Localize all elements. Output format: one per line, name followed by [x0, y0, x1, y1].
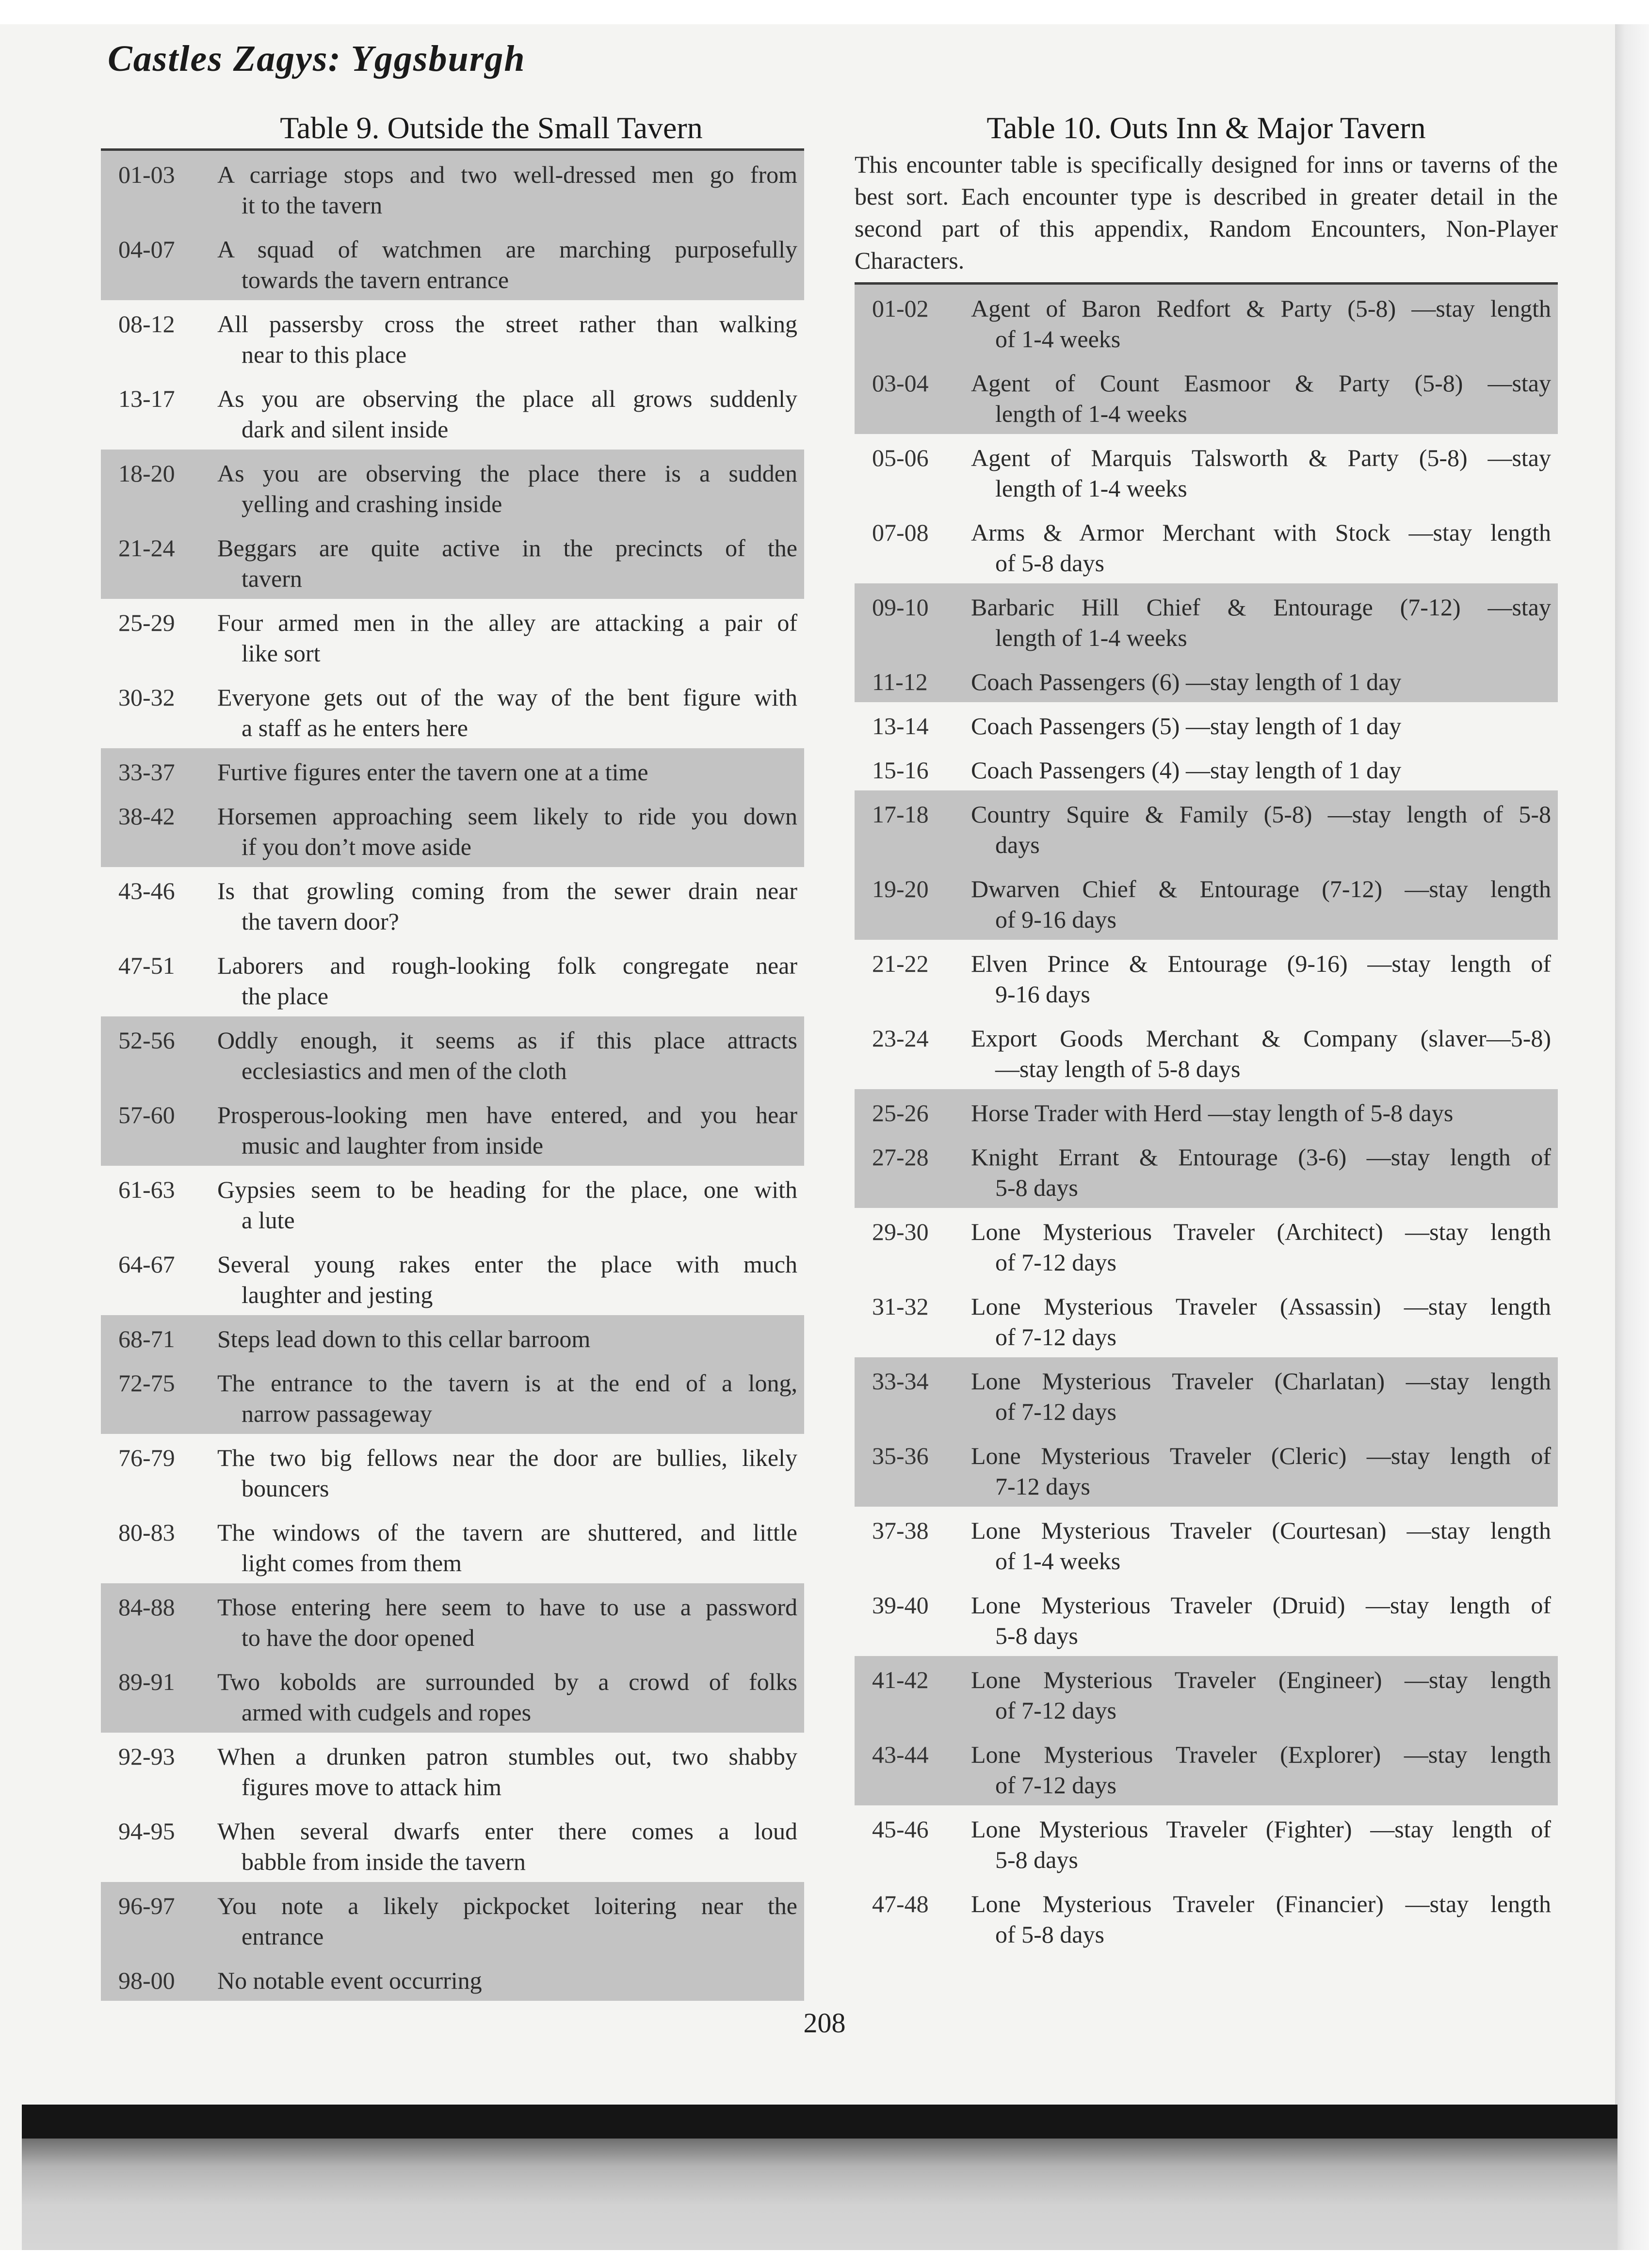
description-continuation: laughter and jesting: [242, 1281, 433, 1308]
encounter-description: [217, 1965, 804, 1996]
encounter-description: [971, 293, 1558, 354]
table-row: [855, 509, 1558, 583]
description-line: No notable event occurring: [217, 1967, 482, 1994]
table-row: [855, 746, 1558, 790]
encounter-description: [971, 443, 1558, 504]
description-continuation: of 7-12 days: [995, 1249, 1116, 1276]
table-row: [101, 599, 804, 674]
roll-range: 76-79: [118, 1444, 175, 1471]
encounter-description: [971, 949, 1558, 1010]
description-line: Lone Mysterious Traveler (Architect) —stay length: [971, 1218, 1551, 1245]
roll-range: 43-46: [118, 877, 175, 904]
description-line: A carriage stops and two well-dressed men go from: [217, 161, 797, 188]
binding-shadow: [22, 2139, 1617, 2250]
encounter-description: [217, 533, 804, 594]
table-row: [101, 300, 804, 375]
roll-range: 33-37: [118, 758, 175, 786]
table-row: [855, 790, 1558, 865]
table-row: [101, 792, 804, 867]
description-continuation: tavern: [242, 565, 302, 592]
roll-range: 15-16: [872, 756, 929, 784]
table-row: [101, 450, 804, 524]
roll-range: 61-63: [118, 1176, 175, 1203]
description-continuation: near to this place: [242, 341, 407, 368]
table-row: [855, 1357, 1558, 1432]
encounter-description: [217, 1443, 804, 1504]
description-line: Steps lead down to this cellar barroom: [217, 1325, 591, 1352]
encounter-description: [971, 1217, 1558, 1278]
encounter-description: [971, 1515, 1558, 1576]
description-continuation: 7-12 days: [995, 1473, 1090, 1500]
roll-range: 25-29: [118, 609, 175, 636]
table-row: [855, 865, 1558, 940]
table-row: [101, 867, 804, 942]
description-line: Lone Mysterious Traveler (Financier) —stay length: [971, 1890, 1551, 1917]
table-row: [101, 674, 804, 748]
description-continuation: of 7-12 days: [995, 1771, 1116, 1799]
description-line: All passersby cross the street rather than walking: [217, 310, 797, 338]
encounter-description: [971, 1814, 1558, 1875]
roll-range: 19-20: [872, 875, 929, 902]
encounter-description: [971, 1739, 1558, 1801]
table-row: [855, 1880, 1558, 1955]
description-continuation: armed with cudgels and ropes: [242, 1699, 532, 1726]
roll-range: 96-97: [118, 1892, 175, 1919]
description-continuation: to have the door opened: [242, 1624, 475, 1651]
description-line: Agent of Baron Redfort & Party (5-8) —stay length: [971, 295, 1551, 322]
description-continuation: towards the tavern entrance: [242, 266, 509, 293]
description-line: Dwarven Chief & Entourage (7-12) —stay length: [971, 875, 1551, 902]
roll-range: 05-06: [872, 444, 929, 471]
roll-range: 37-38: [872, 1517, 929, 1544]
description-line: Lone Mysterious Traveler (Engineer) —stay length: [971, 1666, 1551, 1693]
scan-border-bottom: [0, 2250, 1649, 2268]
description-line: Country Squire & Family (5-8) —stay length of 5-8: [971, 801, 1551, 828]
table-10-title: Table 10. Outs Inn & Major Tavern: [986, 111, 1426, 145]
description-line: A squad of watchmen are marching purposefully: [217, 236, 797, 263]
roll-range: 33-34: [872, 1367, 929, 1395]
description-line: As you are observing the place there is a sudden: [217, 460, 797, 487]
description-line: Lone Mysterious Traveler (Fighter) —stay length of: [971, 1816, 1551, 1843]
description-line: Lone Mysterious Traveler (Charlatan) —stay length: [971, 1367, 1551, 1395]
encounter-description: [217, 1891, 804, 1952]
encounter-description: [217, 682, 804, 743]
description-line: Furtive figures enter the tavern one at a time: [217, 758, 648, 786]
table-row: [101, 1658, 804, 1733]
table-row: [855, 658, 1558, 702]
roll-range: 72-75: [118, 1369, 175, 1397]
encounter-description: [971, 1142, 1558, 1203]
description-line: Horse Trader with Herd —stay length of 5-8 days: [971, 1099, 1454, 1126]
encounter-description: [217, 1816, 804, 1877]
description-line: Elven Prince & Entourage (9-16) —stay length of: [971, 950, 1551, 977]
table-row: [855, 1805, 1558, 1880]
roll-range: 01-03: [118, 161, 175, 188]
roll-range: 35-36: [872, 1442, 929, 1469]
encounter-description: [971, 874, 1558, 935]
description-line: Knight Errant & Entourage (3-6) —stay length of: [971, 1143, 1551, 1171]
roll-range: 29-30: [872, 1218, 929, 1245]
roll-range: 94-95: [118, 1818, 175, 1845]
encounter-description: [217, 950, 804, 1012]
running-header: Castles Zagys: Yggsburgh: [108, 38, 526, 79]
description-continuation: a staff as he enters here: [242, 714, 468, 741]
description-continuation: narrow passageway: [242, 1400, 432, 1427]
table-row: [855, 359, 1558, 434]
description-continuation: of 9-16 days: [995, 906, 1116, 933]
table-row: [101, 1583, 804, 1658]
description-line: Oddly enough, it seems as if this place attracts: [217, 1027, 797, 1054]
encounter-description: [217, 458, 804, 519]
description-continuation: of 5-8 days: [995, 1921, 1104, 1948]
description-line: The entrance to the tavern is at the end of a long,: [217, 1369, 797, 1397]
description-continuation: entrance: [242, 1923, 324, 1950]
description-line: Arms & Armor Merchant with Stock —stay length: [971, 519, 1551, 546]
description-line: When a drunken patron stumbles out, two shabby: [217, 1743, 797, 1770]
table-10-rows: [855, 282, 1558, 1955]
description-line: Coach Passengers (6) —stay length of 1 day: [971, 668, 1402, 695]
encounter-description: [217, 1667, 804, 1728]
table-row: [855, 1656, 1558, 1731]
table-row: [855, 1581, 1558, 1656]
table-9-rows: [101, 148, 804, 2001]
binding-edge: [22, 2105, 1617, 2139]
table-row: [855, 1507, 1558, 1581]
table-row: [101, 1240, 804, 1315]
roll-range: 31-32: [872, 1293, 929, 1320]
description-line: Prosperous-looking men have entered, and you hear: [217, 1101, 797, 1128]
description-line: You note a likely pickpocket loitering near the: [217, 1892, 797, 1919]
roll-range: 39-40: [872, 1592, 929, 1619]
encounter-description: [217, 876, 804, 937]
description-continuation: figures move to attack him: [242, 1773, 501, 1801]
table-10-column: [855, 111, 1558, 1955]
encounter-description: [217, 309, 804, 370]
encounter-description: [217, 757, 804, 788]
roll-range: 27-28: [872, 1143, 929, 1171]
table-row: [855, 434, 1558, 509]
description-line: Lone Mysterious Traveler (Cleric) —stay length of: [971, 1442, 1551, 1469]
roll-range: 18-20: [118, 460, 175, 487]
description-line: Is that growling coming from the sewer drain near: [217, 877, 797, 904]
description-continuation: it to the tavern: [242, 192, 383, 219]
table-10-intro: This encounter table is specifically designed for inns or taverns of the best sort. Each encounter type is described in greater detail in the second part of this appendix, Random Encounters, Non-Player Characters.: [855, 151, 1558, 274]
description-continuation: of 1-4 weeks: [995, 1547, 1121, 1575]
roll-range: 45-46: [872, 1816, 929, 1843]
encounter-description: [217, 1368, 804, 1429]
encounter-description: [971, 1291, 1558, 1352]
encounter-description: [971, 755, 1558, 786]
encounter-description: [217, 1324, 804, 1354]
description-continuation: 9-16 days: [995, 981, 1090, 1008]
description-line: Lone Mysterious Traveler (Assassin) —stay length: [971, 1293, 1551, 1320]
description-line: Several young rakes enter the place with much: [217, 1251, 797, 1278]
roll-range: 25-26: [872, 1099, 929, 1126]
description-line: Lone Mysterious Traveler (Courtesan) —stay length: [971, 1517, 1551, 1544]
description-continuation: of 1-4 weeks: [995, 325, 1121, 353]
encounter-description: [217, 1592, 804, 1653]
encounter-description: [217, 1741, 804, 1802]
table-row: [101, 1091, 804, 1166]
table-row: [855, 940, 1558, 1014]
table-row: [101, 524, 804, 599]
roll-range: 03-04: [872, 370, 929, 397]
encounter-description: [971, 368, 1558, 429]
description-continuation: a lute: [242, 1206, 295, 1234]
description-continuation: like sort: [242, 640, 321, 667]
description-continuation: dark and silent inside: [242, 416, 449, 443]
roll-range: 43-44: [872, 1741, 929, 1768]
table-row: [855, 285, 1558, 359]
page-gutter-shadow: [1615, 24, 1649, 2268]
description-continuation: length of 1-4 weeks: [995, 624, 1187, 651]
scan-border-top: [0, 0, 1649, 24]
encounter-description: [217, 608, 804, 669]
table-row: [101, 151, 804, 225]
description-continuation: —stay length of 5-8 days: [995, 1055, 1241, 1082]
description-line: Two kobolds are surrounded by a crowd of folks: [217, 1668, 797, 1695]
roll-range: 01-02: [872, 295, 929, 322]
table-9-title: Table 9. Outside the Small Tavern: [280, 111, 703, 145]
table-row: [101, 1434, 804, 1509]
encounter-description: [217, 1100, 804, 1161]
table-row: [101, 1166, 804, 1240]
description-continuation: if you don’t move aside: [242, 833, 471, 860]
encounter-description: [971, 1665, 1558, 1726]
roll-range: 09-10: [872, 594, 929, 621]
description-continuation: the tavern door?: [242, 908, 399, 935]
description-line: Four armed men in the alley are attacking a pair of: [217, 609, 797, 636]
description-continuation: of 7-12 days: [995, 1398, 1116, 1425]
encounter-description: [217, 160, 804, 221]
table-row: [855, 583, 1558, 658]
encounter-description: [217, 1517, 804, 1578]
description-continuation: the place: [242, 982, 329, 1010]
encounter-description: [971, 711, 1558, 741]
description-line: Laborers and rough-looking folk congregate near: [217, 952, 797, 979]
roll-range: 11-12: [872, 668, 928, 695]
table-row: [855, 1133, 1558, 1208]
table-row: [101, 1359, 804, 1434]
table-row: [855, 1432, 1558, 1507]
description-line: Agent of Marquis Talsworth & Party (5-8) —stay: [971, 444, 1551, 471]
description-continuation: 5-8 days: [995, 1846, 1078, 1873]
encounter-description: [971, 667, 1558, 697]
encounter-description: [971, 1441, 1558, 1502]
table-9-column: [101, 111, 804, 2001]
description-line: The windows of the tavern are shuttered, and little: [217, 1519, 797, 1546]
roll-range: 41-42: [872, 1666, 929, 1693]
roll-range: 47-51: [118, 952, 175, 979]
table-row: [101, 1315, 804, 1359]
encounter-description: [971, 1590, 1558, 1651]
description-continuation: bouncers: [242, 1475, 329, 1502]
roll-range: 07-08: [872, 519, 929, 546]
roll-range: 13-14: [872, 712, 929, 740]
description-line: Everyone gets out of the way of the bent figure with: [217, 684, 797, 711]
description-line: Beggars are quite active in the precincts of the: [217, 534, 797, 562]
table-row: [855, 1089, 1558, 1133]
description-continuation: ecclesiastics and men of the cloth: [242, 1057, 567, 1084]
table-row: [101, 1807, 804, 1882]
table-row: [101, 1733, 804, 1807]
page-number: 208: [803, 2007, 846, 2039]
description-line: Lone Mysterious Traveler (Druid) —stay length of: [971, 1592, 1551, 1619]
roll-range: 98-00: [118, 1967, 175, 1994]
description-line: As you are observing the place all grows suddenly: [217, 385, 797, 412]
roll-range: 38-42: [118, 803, 175, 830]
roll-range: 13-17: [118, 385, 175, 412]
roll-range: 89-91: [118, 1668, 175, 1695]
table-row: [101, 1509, 804, 1583]
roll-range: 64-67: [118, 1251, 175, 1278]
description-continuation: length of 1-4 weeks: [995, 400, 1187, 427]
encounter-description: [217, 384, 804, 445]
description-continuation: 5-8 days: [995, 1174, 1078, 1201]
description-line: Coach Passengers (5) —stay length of 1 day: [971, 712, 1402, 740]
encounter-description: [217, 801, 804, 862]
description-line: Barbaric Hill Chief & Entourage (7-12) —stay: [971, 594, 1551, 621]
roll-range: 04-07: [118, 236, 175, 263]
roll-range: 47-48: [872, 1890, 929, 1917]
roll-range: 17-18: [872, 801, 929, 828]
table-row: [101, 1957, 804, 2001]
table-row: [855, 1731, 1558, 1805]
table-row: [101, 942, 804, 1016]
description-continuation: 5-8 days: [995, 1622, 1078, 1649]
encounter-description: [971, 517, 1558, 579]
encounter-description: [217, 1249, 804, 1310]
description-continuation: of 5-8 days: [995, 549, 1104, 577]
description-line: Coach Passengers (4) —stay length of 1 day: [971, 756, 1402, 784]
encounter-description: [971, 1023, 1558, 1084]
encounter-description: [971, 1098, 1558, 1128]
description-line: Export Goods Merchant & Company (slaver—5-8): [971, 1025, 1551, 1052]
encounter-description: [971, 592, 1558, 653]
roll-range: 57-60: [118, 1101, 175, 1128]
roll-range: 23-24: [872, 1025, 929, 1052]
description-continuation: yelling and crashing inside: [242, 490, 502, 517]
roll-range: 84-88: [118, 1593, 175, 1621]
description-continuation: music and laughter from inside: [242, 1132, 544, 1159]
description-continuation: light comes from them: [242, 1549, 462, 1576]
encounter-description: [971, 799, 1558, 860]
table-row: [101, 225, 804, 300]
description-line: Gypsies seem to be heading for the place, one with: [217, 1176, 797, 1203]
roll-range: 52-56: [118, 1027, 175, 1054]
table-row: [101, 1016, 804, 1091]
table-row: [855, 1208, 1558, 1283]
roll-range: 21-22: [872, 950, 929, 977]
description-line: When several dwarfs enter there comes a loud: [217, 1818, 797, 1845]
encounter-description: [217, 234, 804, 295]
description-continuation: babble from inside the tavern: [242, 1848, 526, 1875]
description-continuation: of 7-12 days: [995, 1323, 1116, 1351]
description-line: The two big fellows near the door are bullies, likely: [217, 1444, 797, 1471]
table-row: [855, 1014, 1558, 1089]
table-row: [855, 1283, 1558, 1357]
description-continuation: days: [995, 831, 1040, 858]
description-continuation: length of 1-4 weeks: [995, 475, 1187, 502]
roll-range: 92-93: [118, 1743, 175, 1770]
encounter-description: [217, 1174, 804, 1236]
encounter-description: [971, 1889, 1558, 1950]
description-continuation: of 7-12 days: [995, 1697, 1116, 1724]
roll-range: 08-12: [118, 310, 175, 338]
roll-range: 21-24: [118, 534, 175, 562]
table-row: [101, 375, 804, 450]
table-row: [101, 748, 804, 792]
roll-range: 30-32: [118, 684, 175, 711]
encounter-description: [971, 1366, 1558, 1427]
roll-range: 80-83: [118, 1519, 175, 1546]
description-line: Horsemen approaching seem likely to ride you down: [217, 803, 797, 830]
table-row: [101, 1882, 804, 1957]
description-line: Those entering here seem to have to use a password: [217, 1593, 797, 1621]
roll-range: 68-71: [118, 1325, 175, 1352]
description-line: Agent of Count Easmoor & Party (5-8) —stay: [971, 370, 1551, 397]
description-line: Lone Mysterious Traveler (Explorer) —stay length: [971, 1741, 1551, 1768]
encounter-description: [217, 1025, 804, 1086]
table-row: [855, 702, 1558, 746]
